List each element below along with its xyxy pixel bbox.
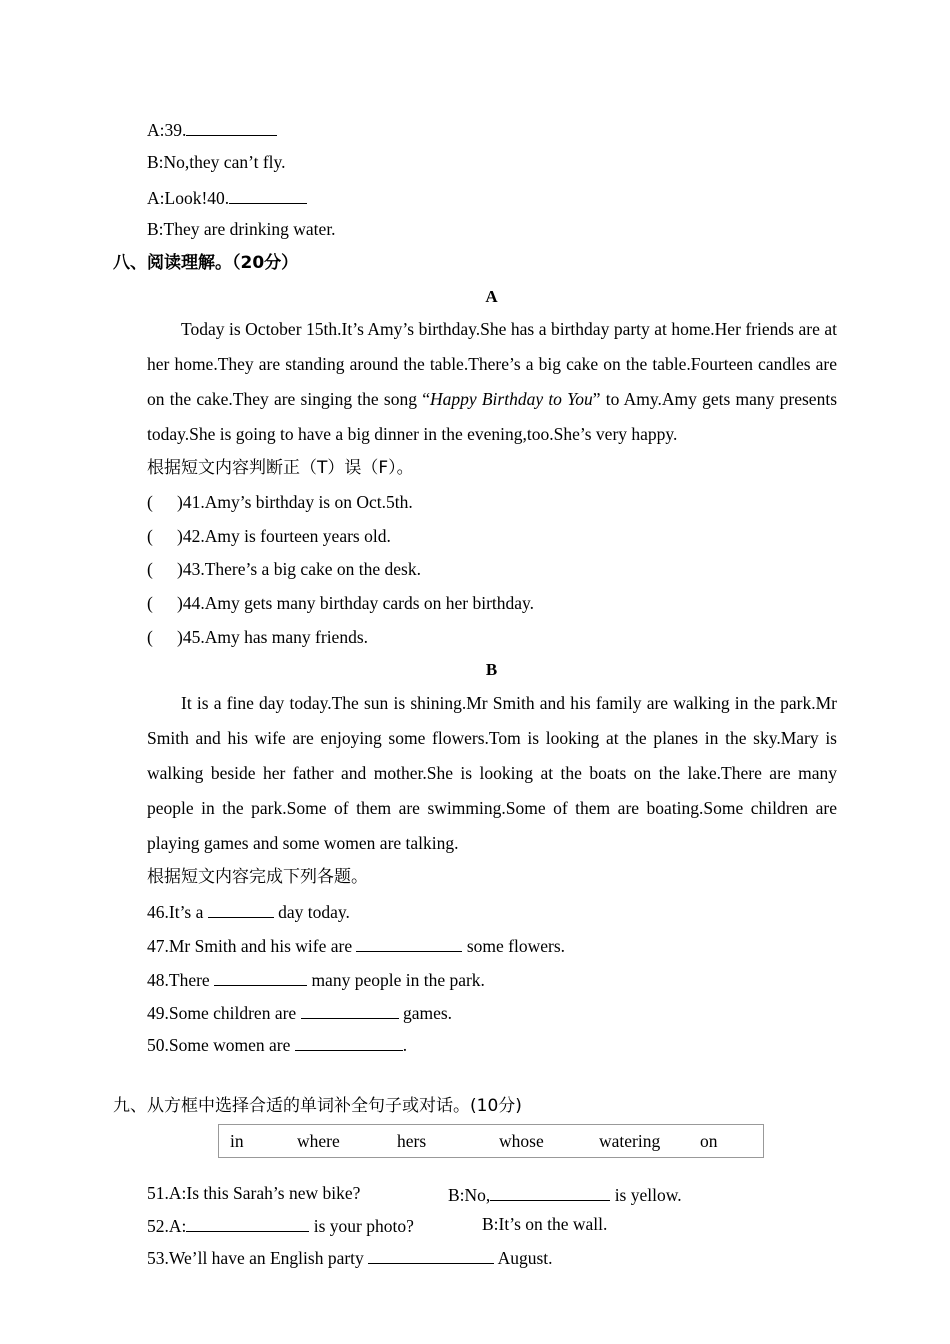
answer-bracket[interactable]: ( xyxy=(147,526,153,546)
passage-a: Today is October 15th.It’s Amy’s birthday.She has a birthday party at home.Her friends are at her home.They are standing around the table.There’s a big cake on the table.Fourteen candles are on the cake.They are singing the song “Happy Birthday to You” to Amy.Amy gets many presents today.She is going to have a big dinner in the evening,too.She’s very happy. xyxy=(147,319,837,444)
answer-blank-39[interactable] xyxy=(186,117,277,136)
dialogue-line-40: A:Look!40. xyxy=(147,185,307,209)
answer-blank-47[interactable] xyxy=(356,933,462,952)
tf-item-45: ( )45.Amy has many friends. xyxy=(147,627,369,647)
answer-blank-51[interactable] xyxy=(490,1182,610,1201)
answer-bracket[interactable]: ( xyxy=(147,627,153,647)
word-bank-box xyxy=(218,1124,764,1158)
word-bank-item: on xyxy=(700,1131,718,1151)
answer-bracket[interactable]: ( xyxy=(147,559,153,579)
answer-bracket[interactable]: ( xyxy=(147,593,153,613)
tf-item-44: ( )44.Amy gets many birthday cards on her birthday. xyxy=(147,593,535,613)
answer-blank-50[interactable] xyxy=(295,1032,403,1051)
answer-blank-53[interactable] xyxy=(368,1245,494,1264)
instruction-true-false: 根据短文内容判断正（T）误（F）。 xyxy=(147,458,414,478)
fill-item-51-b: B:No, is yellow. xyxy=(448,1182,682,1206)
answer-blank-52[interactable] xyxy=(186,1213,309,1232)
word-bank-item: in xyxy=(230,1131,244,1151)
fill-item-52: 52.A: is your photo? xyxy=(147,1213,414,1237)
section-9-title: 九、从方框中选择合适的单词补全句子或对话。(10分) xyxy=(113,1096,522,1116)
fill-item-52-b: B:It’s on the wall. xyxy=(482,1214,608,1234)
fill-item-46: 46.It’s a day today. xyxy=(147,899,350,923)
answer-blank-48[interactable] xyxy=(214,967,307,986)
instruction-complete: 根据短文内容完成下列各题。 xyxy=(147,867,368,887)
tf-item-43: ( )43.There’s a big cake on the desk. xyxy=(147,559,421,579)
dialogue-line: B:No,they can’t fly. xyxy=(147,152,286,172)
part-b-label: B xyxy=(485,660,498,679)
word-bank-item: hers xyxy=(397,1131,427,1151)
answer-blank-40[interactable] xyxy=(229,185,307,204)
answer-bracket[interactable]: ( xyxy=(147,492,153,512)
fill-item-51: 51.A:Is this Sarah’s new bike? xyxy=(147,1183,361,1203)
fill-item-49: 49.Some children are games. xyxy=(147,1000,452,1024)
fill-item-50: 50.Some women are . xyxy=(147,1032,407,1056)
section-8-title: 八、阅读理解。（20分） xyxy=(113,253,299,273)
passage-b: It is a fine day today.The sun is shining.Mr Smith and his family are walking in the park.Mr Smith and his wife are enjoying some flowers.Tom is looking at the planes in the sky.Mary is walking beside her father and mother.She is looking at the boats on the lake.There are many people in the park.Some of them are swimming.Some of them are boating.Some children are playing games and some women are talking. xyxy=(147,693,837,853)
part-a-label: A xyxy=(485,287,498,306)
word-bank-item: whose xyxy=(499,1131,544,1151)
tf-item-42: ( )42.Amy is fourteen years old. xyxy=(147,526,391,546)
dialogue-line: B:They are drinking water. xyxy=(147,219,336,239)
fill-item-47: 47.Mr Smith and his wife are some flowers. xyxy=(147,933,565,957)
word-bank-item: watering xyxy=(599,1131,661,1151)
answer-blank-46[interactable] xyxy=(208,899,274,918)
fill-item-48: 48.There many people in the park. xyxy=(147,967,485,991)
answer-blank-49[interactable] xyxy=(301,1000,399,1019)
song-title: Happy Birthday to You xyxy=(429,389,593,409)
fill-item-53: 53.We’ll have an English party August. xyxy=(147,1245,553,1269)
dialogue-line-39: A:39. xyxy=(147,117,277,141)
tf-item-41: ( )41.Amy’s birthday is on Oct.5th. xyxy=(147,492,413,512)
word-bank-item: where xyxy=(297,1131,340,1151)
